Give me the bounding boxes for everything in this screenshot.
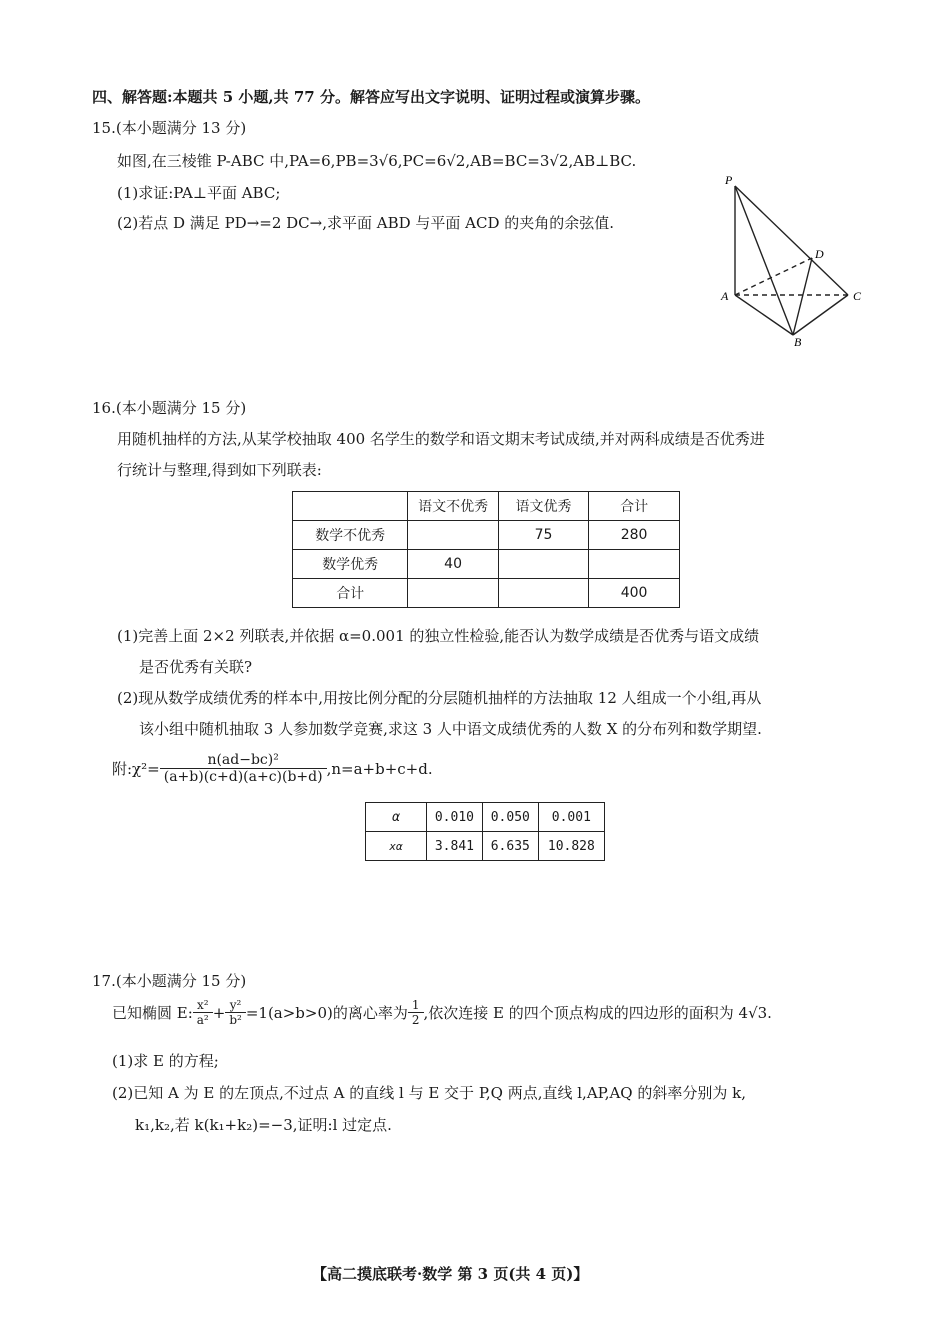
table-row <box>366 832 605 861</box>
row-label: α <box>366 803 427 832</box>
table-cell: 6.635 <box>482 832 538 861</box>
ellipse-x-fraction <box>193 998 213 1027</box>
formula-denominator: (a+b)(c+d)(a+c)(b+d) <box>163 769 323 785</box>
q15-title: 15.(本小题满分 13 分) <box>92 119 247 137</box>
q15-part2: (2)若点 D 满足 PD→=2 DC→,求平面 ABD 与平面 ACD 的夹角的余弦值. <box>117 214 615 232</box>
table-cell: 40 <box>408 550 498 579</box>
q16-title: 16.(本小题满分 15 分) <box>92 399 247 417</box>
table-cell: 0.010 <box>427 803 483 832</box>
table-row <box>293 579 680 608</box>
table-row <box>293 550 680 579</box>
pyramid-figure <box>715 170 875 350</box>
formula-fraction <box>160 752 327 785</box>
row-label: xα <box>366 832 427 861</box>
formula-numerator: n(ad−bc)² <box>160 752 327 769</box>
table-cell: 280 <box>589 521 680 550</box>
row-label: 数学不优秀 <box>293 521 408 550</box>
table-cell <box>408 521 498 550</box>
fraction-denominator: a² <box>196 1013 209 1027</box>
row-label: 合计 <box>293 579 408 608</box>
contingency-table <box>292 491 680 608</box>
table-row <box>366 803 605 832</box>
fraction-numerator: x² <box>193 998 213 1013</box>
section-header: 四、解答题:本题共 5 小题,共 77 分。解答应写出文字说明、证明过程或演算步骤。 <box>92 88 650 106</box>
q16-part2-line2: 该小组中随机抽取 3 人参加数学竞赛,求这 3 人中语文成绩优秀的人数 X 的分布列和数学期望. <box>139 720 762 738</box>
q17-part2-line1: (2)已知 A 为 E 的左顶点,不过点 A 的直线 l 与 E 交于 P,Q 两点,直线 l,AP,AQ 的斜率分别为 k, <box>112 1084 746 1102</box>
table-cell: 3.841 <box>427 832 483 861</box>
q17-title: 17.(本小题满分 15 分) <box>92 972 247 990</box>
page-footer: 【高二摸底联考·数学 第 3 页(共 4 页)】 <box>312 1265 589 1283</box>
table-header: 语文不优秀 <box>408 492 498 521</box>
fraction-denominator: b² <box>229 1013 242 1027</box>
row-label: 数学优秀 <box>293 550 408 579</box>
label-D: D <box>815 247 824 261</box>
eccentricity-fraction <box>408 998 424 1027</box>
table-cell: 0.001 <box>538 803 604 832</box>
plus-sign: + <box>212 1003 226 1022</box>
table-header-row <box>293 492 680 521</box>
q16-part2-line1: (2)现从数学成绩优秀的样本中,用按比例分配的分层随机抽样的方法抽取 12 人组成一个小组,再从 <box>117 689 762 707</box>
fraction-numerator: y² <box>225 998 246 1013</box>
q16-stem-line1: 用随机抽样的方法,从某学校抽取 400 名学生的数学和语文期末考试成绩,并对两科成绩是否优秀进 <box>117 430 765 448</box>
table-header: 合计 <box>589 492 680 521</box>
table-cell <box>408 579 498 608</box>
table-header: 语文优秀 <box>498 492 588 521</box>
table-cell <box>293 492 408 521</box>
table-row <box>293 521 680 550</box>
q17-stem <box>112 998 772 1027</box>
table-cell <box>498 550 588 579</box>
table-cell <box>498 579 588 608</box>
q16-stem-line2: 行统计与整理,得到如下列联表: <box>117 461 322 479</box>
q17-stem-suffix: ,依次连接 E 的四个顶点构成的四边形的面积为 4√3. <box>423 1004 772 1022</box>
label-C: C <box>853 289 862 303</box>
q15-part1: (1)求证:PA⊥平面 ABC; <box>117 184 281 202</box>
q17-part1: (1)求 E 的方程; <box>112 1052 219 1070</box>
q16-part1-line1: (1)完善上面 2×2 列联表,并依据 α=0.001 的独立性检验,能否认为数学成绩是否优秀与语文成绩 <box>117 627 760 645</box>
fraction-numerator: 1 <box>408 998 424 1013</box>
q17-stem-prefix: 已知椭圆 E: <box>112 1004 193 1022</box>
label-P: P <box>725 173 733 187</box>
table-cell: 10.828 <box>538 832 604 861</box>
table-cell: 75 <box>498 521 588 550</box>
label-B: B <box>794 335 802 349</box>
critical-value-table <box>365 802 605 861</box>
table-cell <box>589 550 680 579</box>
q15-stem: 如图,在三棱锥 P-ABC 中,PA=6,PB=3√6,PC=6√2,AB=BC=3√2,AB⊥BC. <box>117 152 637 170</box>
fraction-denominator: 2 <box>411 1013 420 1027</box>
table-cell: 0.050 <box>482 803 538 832</box>
ellipse-y-fraction <box>225 998 246 1027</box>
q16-part1-line2: 是否优秀有关联? <box>139 658 253 676</box>
chi-square-formula <box>112 752 433 785</box>
label-A: A <box>721 289 729 303</box>
q17-part2-line2: k₁,k₂,若 k(k₁+k₂)=−3,证明:l 过定点. <box>135 1116 392 1134</box>
table-cell: 400 <box>589 579 680 608</box>
formula-suffix: ,n=a+b+c+d. <box>326 759 433 778</box>
formula-prefix: 附:χ²= <box>112 760 160 778</box>
q17-stem-mid: =1(a>b>0)的离心率为 <box>245 1004 408 1022</box>
